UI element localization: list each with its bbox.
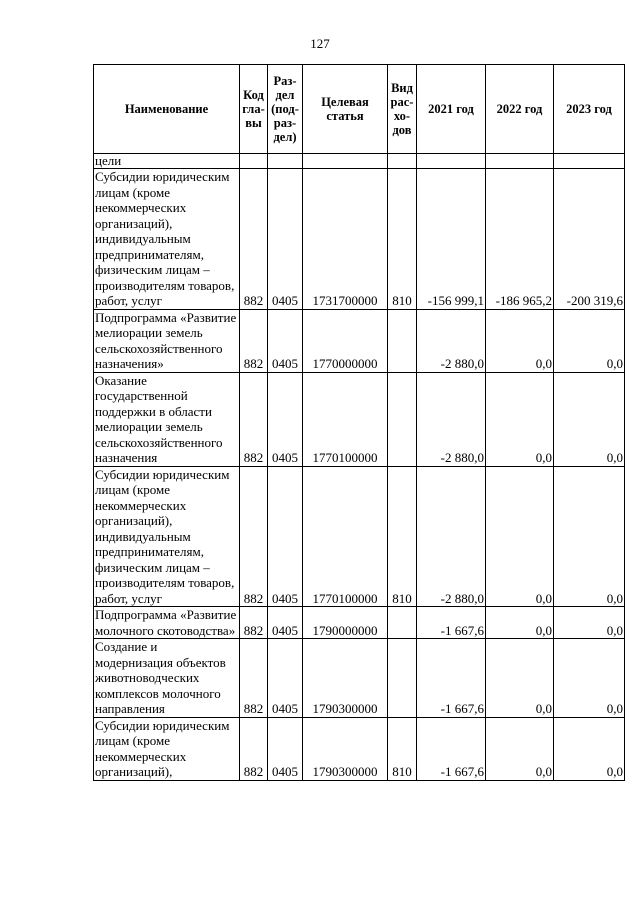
table-row bbox=[94, 309, 625, 372]
col-section-header: Раз- дел (под- раз- дел) bbox=[268, 65, 303, 154]
table-row bbox=[94, 466, 625, 607]
chapter-code: 882 bbox=[240, 639, 268, 718]
value-2022: 0,0 bbox=[486, 372, 554, 466]
col-chapter-header: Код гла- вы bbox=[240, 65, 268, 154]
row-name: Подпрограмма «Развитие молочного скотоводства» bbox=[94, 607, 240, 639]
value-2022: 0,0 bbox=[486, 717, 554, 780]
target-code: 1770100000 bbox=[303, 466, 388, 607]
section-code: 0405 bbox=[268, 169, 303, 310]
value-2023: -200 319,6 bbox=[554, 169, 625, 310]
chapter-code: 882 bbox=[240, 607, 268, 639]
col-name-header: Наименование bbox=[94, 65, 240, 154]
expense-code bbox=[388, 372, 417, 466]
chapter-code: 882 bbox=[240, 169, 268, 310]
col-expense-header: Вид рас- хо- дов bbox=[388, 65, 417, 154]
value-2023: 0,0 bbox=[554, 466, 625, 607]
chapter-code: 882 bbox=[240, 717, 268, 780]
section-code: 0405 bbox=[268, 466, 303, 607]
value-2022: 0,0 bbox=[486, 639, 554, 718]
table-row bbox=[94, 372, 625, 466]
table-row bbox=[94, 169, 625, 310]
target-code: 1790000000 bbox=[303, 607, 388, 639]
expense-code: 810 bbox=[388, 717, 417, 780]
value-2021: -2 880,0 bbox=[417, 309, 486, 372]
value-2022: -186 965,2 bbox=[486, 169, 554, 310]
col-target-header: Целевая статья bbox=[303, 65, 388, 154]
chapter-code: 882 bbox=[240, 372, 268, 466]
budget-table bbox=[93, 64, 625, 781]
chapter-code: 882 bbox=[240, 309, 268, 372]
row-name: цели bbox=[94, 154, 240, 169]
header-row bbox=[94, 65, 625, 154]
section-code: 0405 bbox=[268, 639, 303, 718]
value-2023: 0,0 bbox=[554, 309, 625, 372]
col-2023-header: 2023 год bbox=[554, 65, 625, 154]
row-name: Субсидии юридическим лицам (кроме некоммерческих организаций), bbox=[94, 717, 240, 780]
value-2022: 0,0 bbox=[486, 309, 554, 372]
expense-code bbox=[388, 309, 417, 372]
expense-code bbox=[388, 639, 417, 718]
page-number: 127 bbox=[310, 36, 330, 51]
section-code: 0405 bbox=[268, 717, 303, 780]
row-name: Субсидии юридическим лицам (кроме некоммерческих организаций), индивидуальным предпринимателям, физическим лицам – производителям товаров, работ, услуг bbox=[94, 466, 240, 607]
value-2023: 0,0 bbox=[554, 717, 625, 780]
row-name: Создание и модернизация объектов животноводческих комплексов молочного направления bbox=[94, 639, 240, 718]
value-2023: 0,0 bbox=[554, 639, 625, 718]
target-code: 1770100000 bbox=[303, 372, 388, 466]
chapter-code: 882 bbox=[240, 466, 268, 607]
target-code: 1770000000 bbox=[303, 309, 388, 372]
expense-code: 810 bbox=[388, 169, 417, 310]
table-row bbox=[94, 607, 625, 639]
target-code: 1731700000 bbox=[303, 169, 388, 310]
col-2022-header: 2022 год bbox=[486, 65, 554, 154]
value-2021: -1 667,6 bbox=[417, 639, 486, 718]
value-2021: -156 999,1 bbox=[417, 169, 486, 310]
target-code: 1790300000 bbox=[303, 639, 388, 718]
table-row bbox=[94, 154, 625, 169]
value-2022: 0,0 bbox=[486, 607, 554, 639]
expense-code bbox=[388, 607, 417, 639]
value-2023: 0,0 bbox=[554, 607, 625, 639]
row-name: Оказание государственной поддержки в области мелиорации земель сельскохозяйственного назначения bbox=[94, 372, 240, 466]
value-2022: 0,0 bbox=[486, 466, 554, 607]
row-name: Подпрограмма «Развитие мелиорации земель сельскохозяйственного назначения» bbox=[94, 309, 240, 372]
expense-code: 810 bbox=[388, 466, 417, 607]
value-2021: -2 880,0 bbox=[417, 466, 486, 607]
col-2021-header: 2021 год bbox=[417, 65, 486, 154]
target-code: 1790300000 bbox=[303, 717, 388, 780]
table-row bbox=[94, 717, 625, 780]
value-2021: -2 880,0 bbox=[417, 372, 486, 466]
value-2021: -1 667,6 bbox=[417, 717, 486, 780]
table-row bbox=[94, 639, 625, 718]
row-name: Субсидии юридическим лицам (кроме некоммерческих организаций), индивидуальным предпринимателям, физическим лицам – производителям товаров, работ, услуг bbox=[94, 169, 240, 310]
section-code: 0405 bbox=[268, 607, 303, 639]
section-code: 0405 bbox=[268, 372, 303, 466]
value-2021: -1 667,6 bbox=[417, 607, 486, 639]
value-2023: 0,0 bbox=[554, 372, 625, 466]
section-code: 0405 bbox=[268, 309, 303, 372]
